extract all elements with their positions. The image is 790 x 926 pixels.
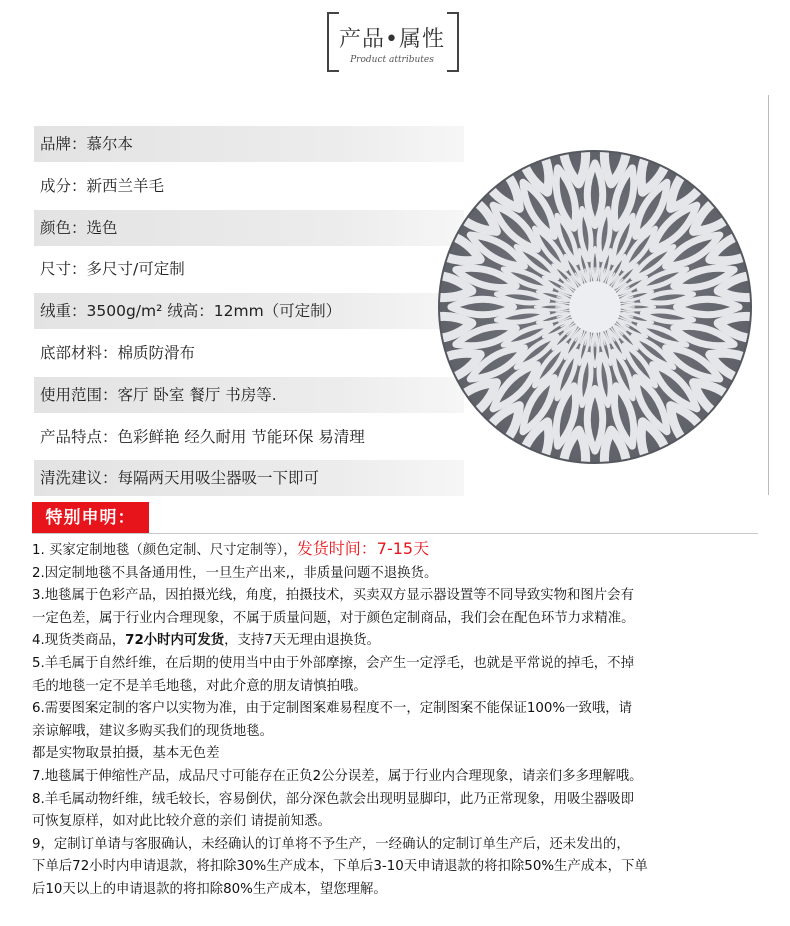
attr-weight-height: 绒重：3500g/m² 绒高：12mm（可定制） — [34, 293, 464, 329]
attr-color: 颜色：选色 — [34, 210, 464, 246]
attr-size: 尺寸：多尺寸/可定制 — [40, 260, 185, 279]
notice-4-bold: 72小时内可发货 — [125, 633, 225, 649]
attr-usage: 使用范围：客厅 卧室 餐厅 书房等. — [34, 377, 464, 413]
section-subtitle: Product attributes — [350, 55, 434, 65]
rug-product-image — [436, 148, 754, 466]
notice-line-9c: 后10天以上的申请退款的将扣除80%生产成本，望您理解。 — [32, 881, 387, 897]
notice-1-text: 1. 买家定制地毯（颜色定制、尺寸定制等）， — [32, 543, 297, 558]
notice-line-2: 2.因定制地毯不具备通用性，一旦生产出来,，非质量问题不退换货。 — [32, 565, 438, 581]
notice-line-3a: 3.地毯属于色彩产品，因拍摄光线，角度，拍摄技术，买卖双方显示器设置等不同导致实物和图片会有 — [32, 588, 634, 604]
special-notice-badge: 特别申明： — [32, 502, 149, 534]
notice-line-7: 7.地毯属于伸缩性产品，成品尺寸可能存在正负2公分误差，属于行业内合理现象，请亲们多多理解哦。 — [32, 768, 643, 784]
attr-cleaning: 清洗建议：每隔两天用吸尘器吸一下即可 — [34, 460, 464, 496]
notice-line-4 — [32, 630, 772, 653]
notice-line-9b: 下单后72小时内申请退款，将扣除30%生产成本，下单后3-10天申请退款的将扣除50%生产成本，下单 — [32, 859, 648, 875]
attr-brand: 品牌：慕尔本 — [34, 126, 464, 162]
shipping-time: 发货时间：7-15天 — [296, 539, 430, 558]
notice-line-1 — [32, 538, 772, 563]
section-title-box — [327, 12, 457, 74]
attr-backing: 底部材料：棉质防滑布 — [40, 343, 196, 362]
notice-line-8a: 8.羊毛属动物纤维，绒毛较长，容易倒伏，部分深色款会出现明显脚印，此乃正常现象，用吸尘器吸即 — [32, 791, 634, 807]
divider-line — [768, 95, 769, 495]
notice-text — [32, 538, 772, 902]
attribute-list — [34, 126, 464, 502]
attr-material: 成分：新西兰羊毛 — [40, 176, 165, 195]
notice-4-post: ，支持7天无理由退换货。 — [224, 633, 380, 649]
notice-line-5b: 毛的地毯一定不是羊毛地毯，对此介意的朋友请慎拍哦。 — [32, 678, 367, 694]
notice-line-9a: 9，定制订单请与客服确认，未经确认的订单将不予生产，一经确认的定制订单生产后，还未发出的， — [32, 836, 630, 852]
section-title: 产品•属性 — [339, 27, 445, 52]
attr-features: 产品特点：色彩鲜艳 经久耐用 节能环保 易清理 — [40, 427, 365, 446]
notice-divider — [32, 533, 758, 534]
notice-line-5a: 5.羊毛属于自然纤维，在后期的使用当中由于外部摩擦，会产生一定浮毛，也就是平常说的掉毛，不掉 — [32, 655, 634, 671]
notice-4-pre: 4.现货类商品， — [32, 633, 126, 649]
notice-line-8b: 可恢复原样，如对此比较介意的亲们 请提前知悉。 — [32, 814, 331, 830]
notice-line-6c: 都是实物取景拍摄，基本无色差 — [32, 746, 220, 762]
notice-line-3b: 一定色差，属于行业内合理现象，不属于质量问题，对于颜色定制商品，我们会在配色环节力求精准。 — [32, 610, 635, 626]
notice-line-6b: 亲谅解哦，建议多购买我们的现货地毯。 — [32, 723, 274, 739]
notice-line-6a: 6.需要图案定制的客户以实物为准，由于定制图案难易程度不一，定制图案不能保证100%一致哦，请 — [32, 701, 633, 717]
